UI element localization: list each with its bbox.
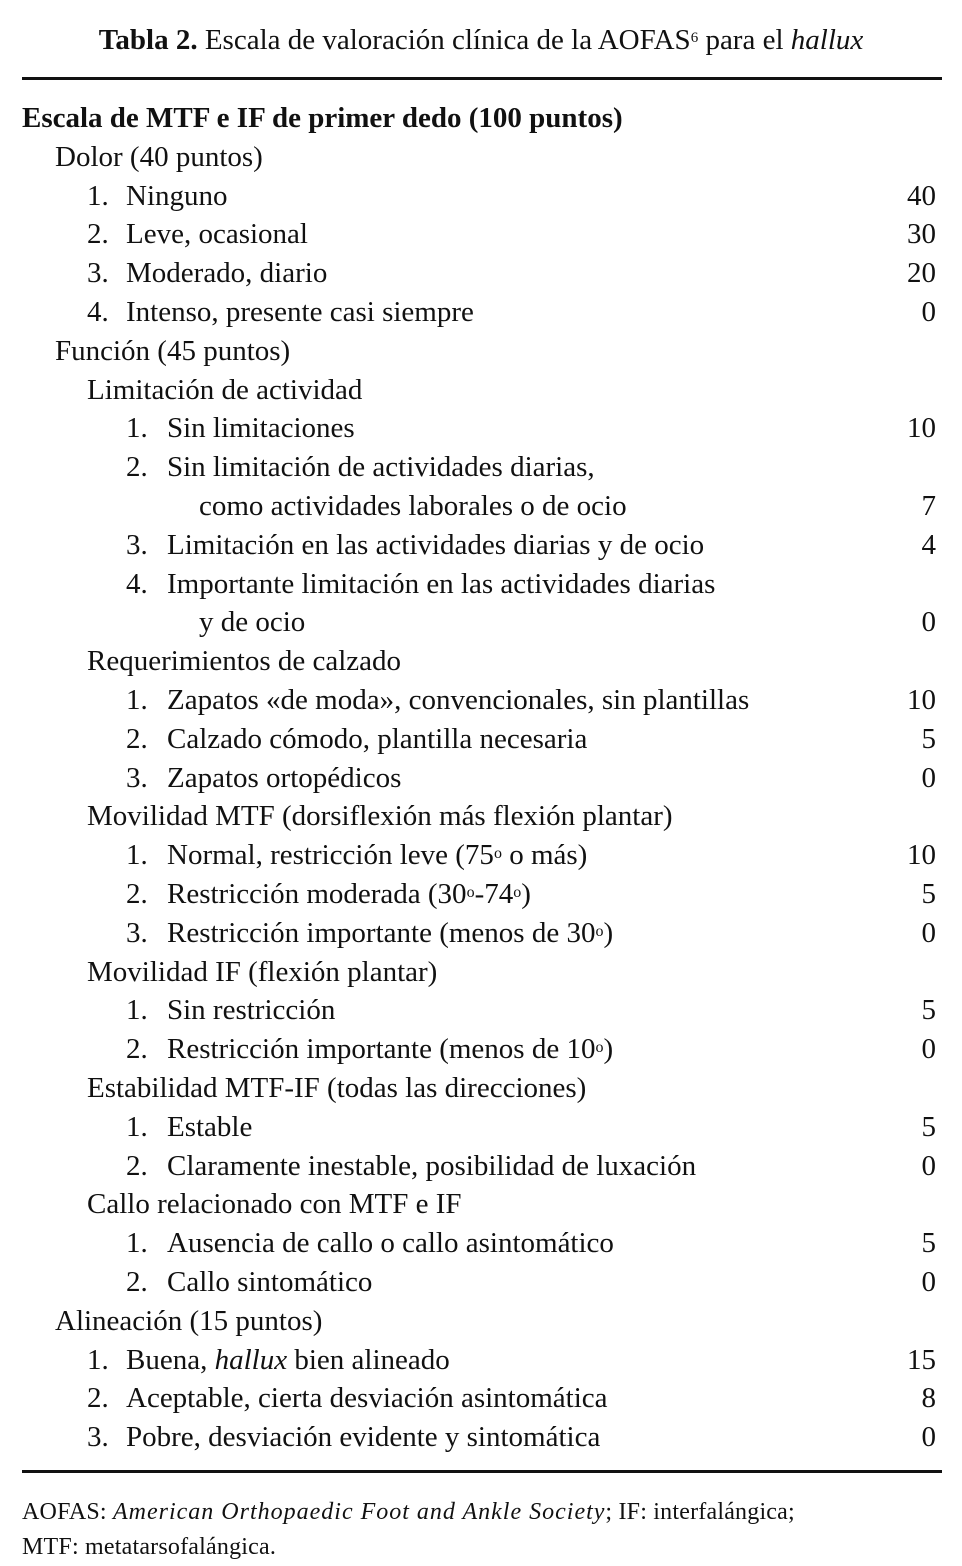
section-funcion: [0, 332, 962, 371]
item-text: Sin limitaciones: [167, 412, 355, 445]
subsection-label: Limitación de actividad: [87, 373, 363, 406]
table-row: [0, 1341, 962, 1380]
footnote-text: MTF: metatarsofalángica.: [22, 1534, 277, 1560]
item-text: ): [603, 1033, 614, 1066]
item-text: Zapatos «de moda», convencionales, sin plantillas: [167, 683, 750, 716]
section-label: Alineación (15 puntos): [55, 1304, 323, 1337]
table-row: [0, 215, 962, 254]
section-dolor: [0, 138, 962, 177]
item-points: 15: [907, 1343, 936, 1376]
item-points: 0: [921, 1421, 936, 1454]
subsection-callo: [0, 1185, 962, 1224]
degree-mark: o: [595, 1039, 604, 1057]
item-text: Intenso, presente casi siempre: [126, 295, 474, 328]
bottom-rule: [22, 1470, 942, 1473]
table-row: [0, 254, 962, 293]
item-number: 4.: [126, 567, 148, 600]
table-label: Tabla 2.: [98, 24, 198, 56]
top-rule: [22, 77, 942, 80]
section-label: Función (45 puntos): [55, 334, 291, 367]
subsection-calzado: [0, 642, 962, 681]
table-row: [0, 1224, 962, 1263]
item-text: -74: [474, 877, 514, 910]
item-number: 2.: [126, 877, 148, 910]
table-row: [0, 836, 962, 875]
item-points: 0: [921, 1149, 936, 1182]
item-points: 40: [907, 179, 936, 212]
item-text: Restricción moderada (30: [167, 877, 467, 910]
item-number: 1.: [87, 179, 109, 212]
item-points: 10: [907, 412, 936, 445]
table-row: [0, 409, 962, 448]
subsection-movilidad-mtf: [0, 797, 962, 836]
item-text: Calzado cómodo, plantilla necesaria: [167, 722, 588, 755]
table-header-row: [0, 99, 962, 138]
item-number: 1.: [126, 994, 148, 1027]
item-points: 5: [921, 877, 936, 910]
item-text: ): [603, 916, 614, 949]
item-text: Normal, restricción leve (75: [167, 839, 494, 872]
item-points: 30: [907, 218, 936, 251]
table-row: [0, 759, 962, 798]
item-points: 8: [921, 1382, 936, 1415]
table-row: [0, 1379, 962, 1418]
item-number: 1.: [87, 1343, 109, 1376]
footnote-abbr: AOFAS:: [22, 1499, 107, 1525]
item-points: 5: [921, 1227, 936, 1260]
item-points: 0: [921, 295, 936, 328]
item-number: 2.: [87, 1382, 109, 1415]
subsection-estabilidad: [0, 1069, 962, 1108]
section-label: Dolor (40 puntos): [55, 140, 263, 173]
item-text: Ninguno: [126, 179, 228, 212]
item-text-italic: hallux: [214, 1343, 288, 1376]
table-footnote: [22, 1495, 942, 1565]
item-number: 4.: [87, 295, 109, 328]
item-text: ): [521, 877, 531, 910]
item-text: Callo sintomático: [167, 1265, 373, 1298]
subsection-label: Estabilidad MTF-IF (todas las direcciones): [87, 1071, 587, 1104]
table-row: [0, 1108, 962, 1147]
item-number: 3.: [87, 1421, 109, 1454]
item-number: 1.: [126, 412, 148, 445]
item-text: Buena,: [126, 1343, 208, 1376]
item-text: Limitación en las actividades diarias y de ocio: [167, 528, 705, 561]
item-text: Leve, ocasional: [126, 218, 308, 251]
item-text: bien alineado: [294, 1343, 450, 1376]
item-text: o más): [501, 839, 588, 872]
table-row: [0, 991, 962, 1030]
table-row: [0, 526, 962, 565]
item-number: 3.: [87, 257, 109, 290]
item-points: 0: [921, 1265, 936, 1298]
item-points: 20: [907, 257, 936, 290]
item-number: 3.: [126, 916, 148, 949]
table-row-continuation: [0, 487, 962, 526]
item-points: 0: [921, 916, 936, 949]
subsection-label: Movilidad MTF (dorsiflexión más flexión plantar): [87, 800, 673, 833]
table-row: [0, 1147, 962, 1186]
table-row: [0, 720, 962, 759]
degree-mark: o: [493, 845, 502, 863]
scale-table: [0, 99, 962, 1457]
item-number: 3.: [126, 761, 148, 794]
title-reference: 6: [690, 30, 699, 46]
item-text: Importante limitación en las actividades diarias: [167, 567, 716, 600]
item-number: 2.: [126, 1265, 148, 1298]
item-number: 1.: [126, 1227, 148, 1260]
item-text: Aceptable, cierta desviación asintomática: [126, 1382, 608, 1415]
degree-mark: o: [466, 883, 475, 901]
item-points: 0: [921, 606, 936, 639]
item-points: 5: [921, 722, 936, 755]
item-text: Restricción importante (menos de 10: [167, 1033, 596, 1066]
subsection-movilidad-if: [0, 953, 962, 992]
item-text: Pobre, desviación evidente y sintomática: [126, 1421, 601, 1454]
item-number: 2.: [126, 722, 148, 755]
subsection-label: Requerimientos de calzado: [87, 645, 402, 678]
title-italic: hallux: [790, 24, 864, 56]
table-row: [0, 875, 962, 914]
item-points: 5: [921, 994, 936, 1027]
item-text: Moderado, diario: [126, 257, 328, 290]
item-number: 2.: [126, 1033, 148, 1066]
item-text: Ausencia de callo o callo asintomático: [167, 1227, 614, 1260]
section-alineacion: [0, 1302, 962, 1341]
subsection-label: Callo relacionado con MTF e IF: [87, 1188, 462, 1221]
item-number: 2.: [126, 451, 148, 484]
item-points: 0: [921, 1033, 936, 1066]
item-number: 3.: [126, 528, 148, 561]
table-row: [0, 293, 962, 332]
item-text: Estable: [167, 1110, 253, 1143]
table-row-continuation: [0, 603, 962, 642]
table-row: [0, 448, 962, 487]
degree-mark: o: [595, 922, 604, 940]
table-row: [0, 681, 962, 720]
degree-mark: o: [513, 883, 522, 901]
item-points: 5: [921, 1110, 936, 1143]
table-row: [0, 565, 962, 604]
table-row: [0, 177, 962, 216]
item-points: 4: [921, 528, 936, 561]
table-row: [0, 1263, 962, 1302]
subsection-limitacion: [0, 371, 962, 410]
footnote-text: ; IF: interfalángica;: [605, 1499, 795, 1525]
item-text: Sin restricción: [167, 994, 336, 1027]
table-row: [0, 914, 962, 953]
table-row: [0, 1030, 962, 1069]
item-number: 2.: [87, 218, 109, 251]
table-title: [0, 20, 962, 60]
item-text: Zapatos ortopédicos: [167, 761, 402, 794]
item-points: 0: [921, 761, 936, 794]
title-text-2: para el: [705, 24, 784, 56]
item-number: 1.: [126, 839, 148, 872]
table-header: Escala de MTF e IF de primer dedo (100 puntos): [22, 102, 623, 134]
item-text: Restricción importante (menos de 30: [167, 916, 596, 949]
item-text: Claramente inestable, posibilidad de luxación: [167, 1149, 697, 1182]
footnote-expansion: American Orthopaedic Foot and Ankle Society: [112, 1499, 606, 1525]
subsection-label: Movilidad IF (flexión plantar): [87, 955, 438, 988]
item-points: 10: [907, 839, 936, 872]
item-number: 1.: [126, 683, 148, 716]
item-text-continuation: y de ocio: [199, 606, 306, 639]
table-row: [0, 1418, 962, 1457]
item-number: 1.: [126, 1110, 148, 1143]
item-number: 2.: [126, 1149, 148, 1182]
item-points: 10: [907, 683, 936, 716]
item-text: Sin limitación de actividades diarias,: [167, 451, 595, 484]
title-text: Escala de valoración clínica de la AOFAS: [204, 24, 691, 56]
item-points: 7: [921, 489, 936, 522]
item-text-continuation: como actividades laborales o de ocio: [199, 489, 627, 522]
